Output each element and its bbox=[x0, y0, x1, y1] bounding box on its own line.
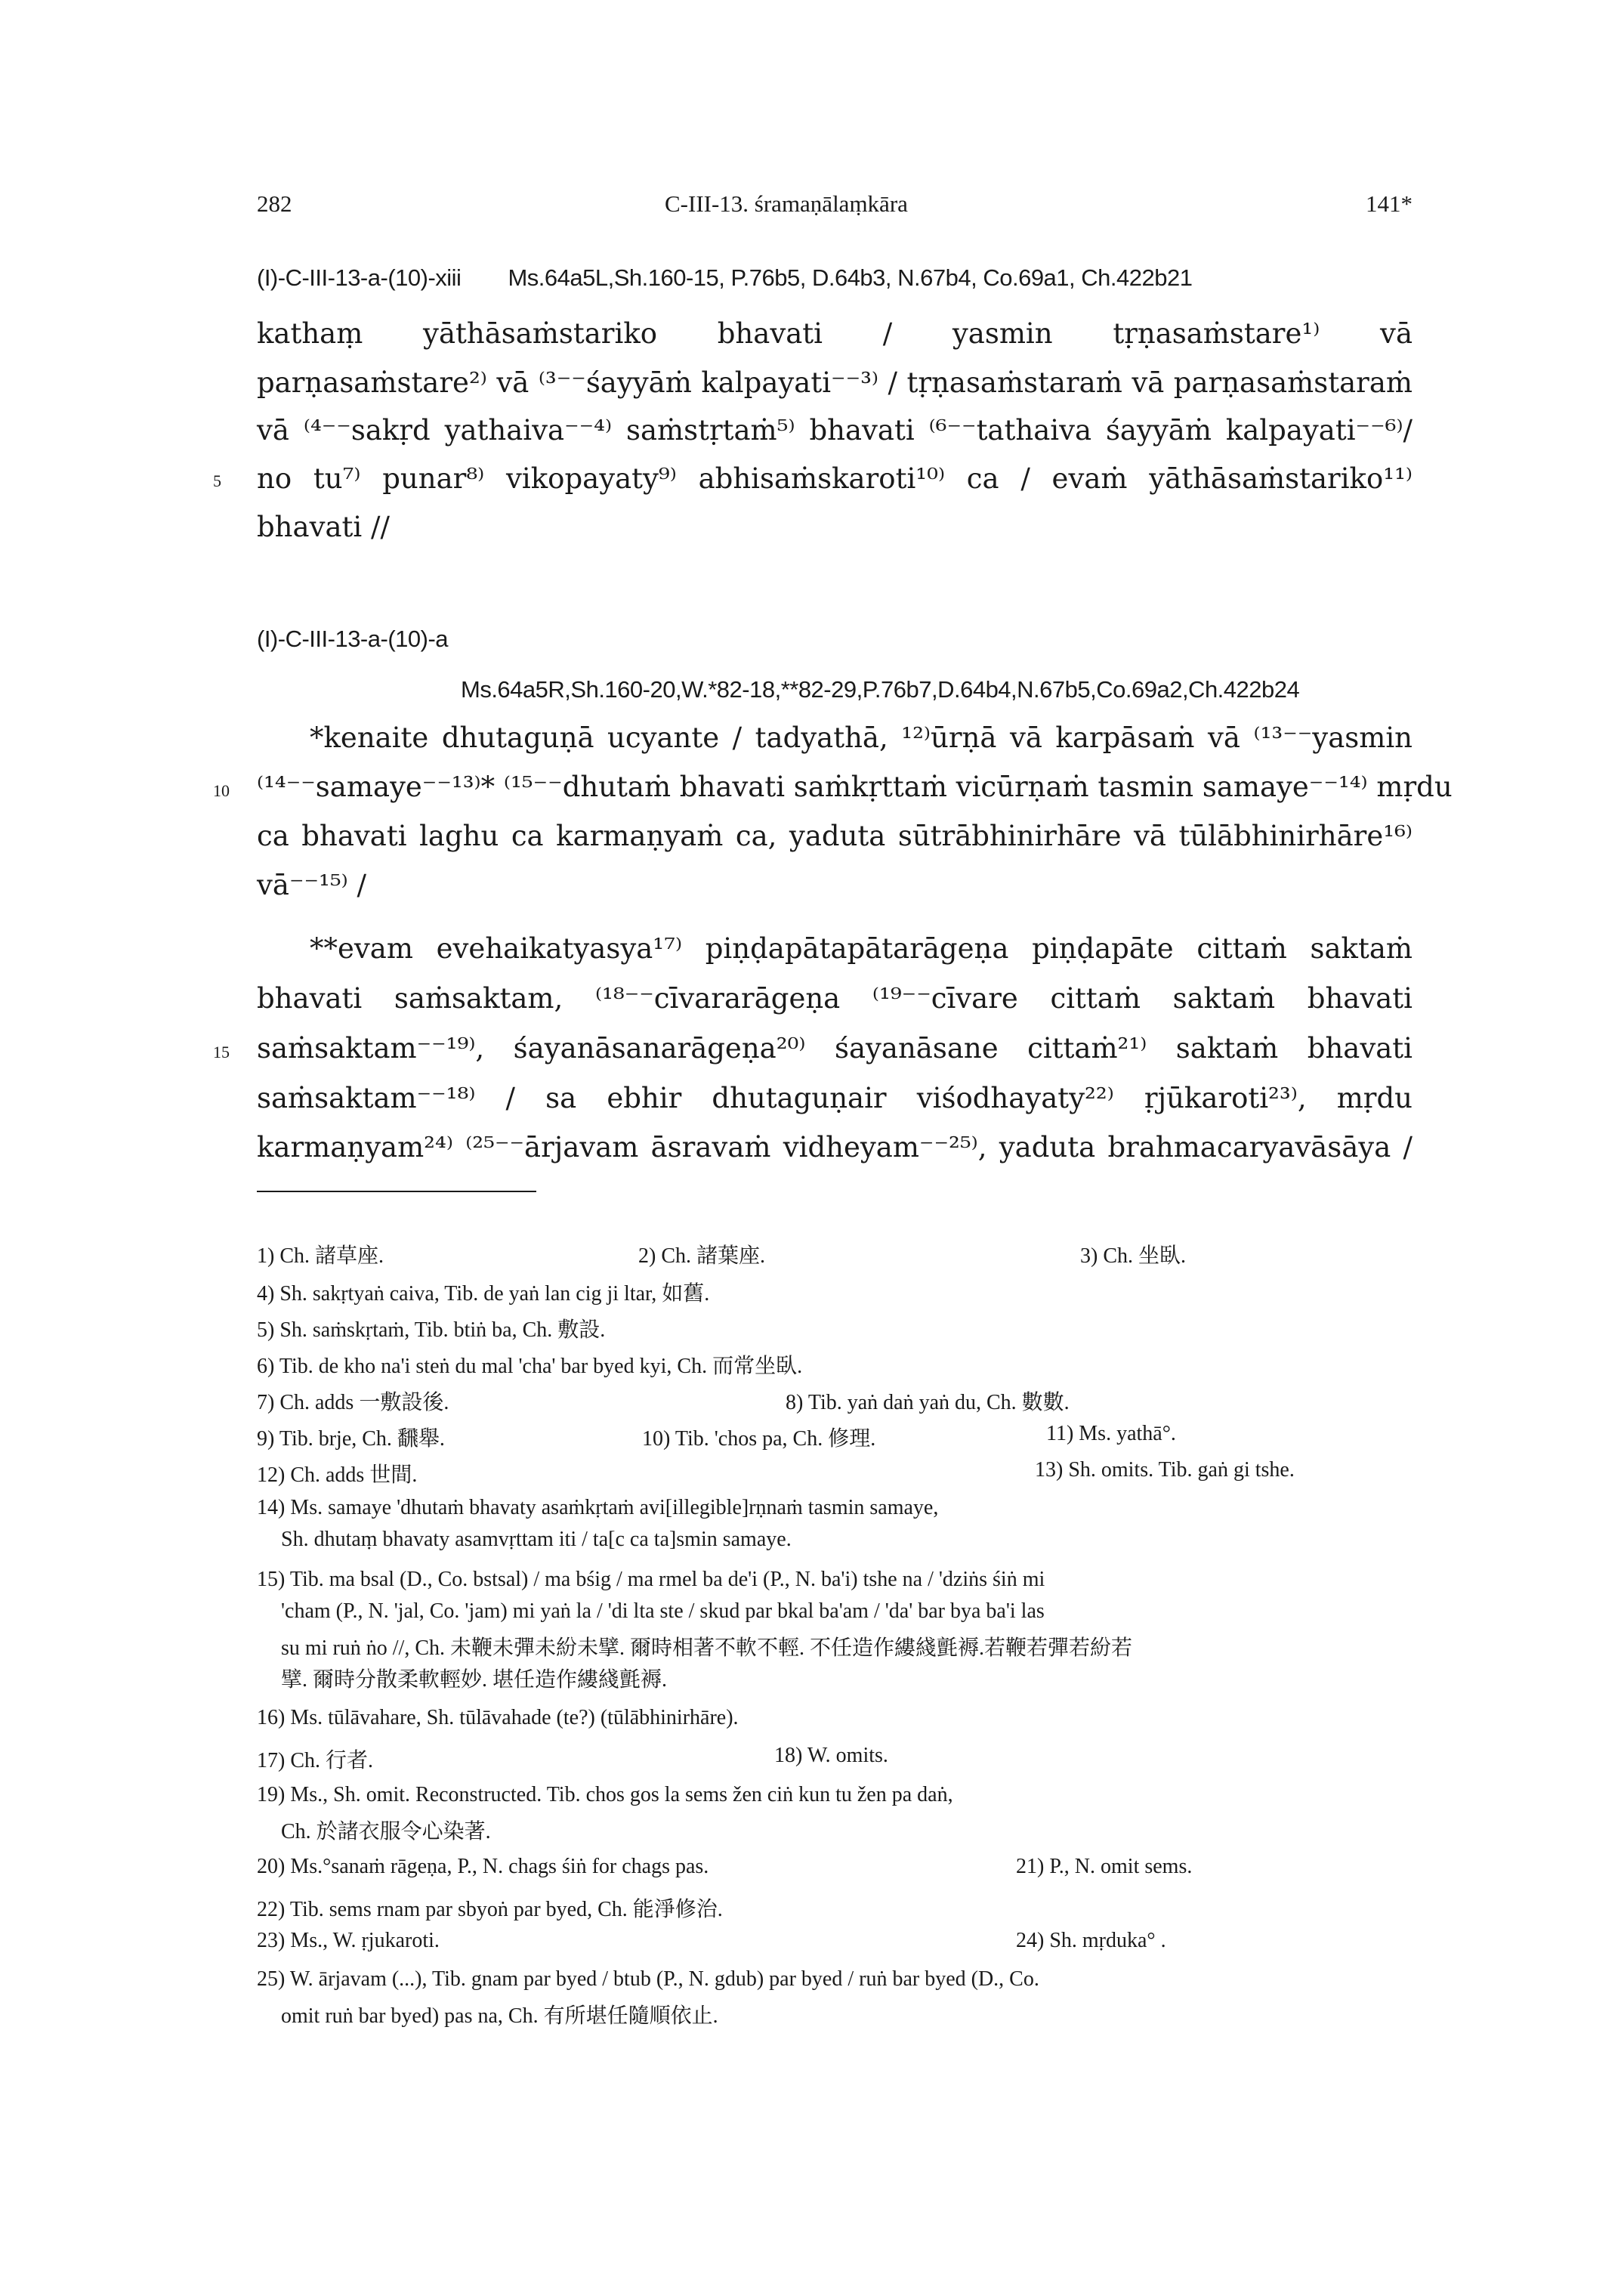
footnote: 10) Tib. 'chos pa, Ch. 修理. bbox=[642, 1427, 876, 1451]
footnote: 8) Tib. yaṅ daṅ yaṅ du, Ch. 數數. bbox=[786, 1391, 1070, 1414]
text-line: karmaṇyam²⁴⁾ ⁽²⁵⁻⁻ārjavam āsravaṁ vidheyam⁻⁻²⁵⁾, yaduta brahmacaryavāsāya / bbox=[257, 1131, 1413, 1163]
page-number: 282 bbox=[257, 190, 292, 217]
footnote: 4) Sh. sakṛtyaṅ caiva, Tib. de yaṅ lan cig ji ltar, 如舊. bbox=[257, 1282, 710, 1306]
footnote: 12) Ch. adds 世間. bbox=[257, 1463, 418, 1487]
running-header bbox=[257, 190, 1413, 228]
footnote: 21) P., N. omit sems. bbox=[1016, 1855, 1193, 1878]
footnote: 2) Ch. 諸葉座. bbox=[638, 1244, 766, 1268]
text-line: parṇasaṁstare²⁾ vā ⁽³⁻⁻śayyāṁ kalpayati⁻⁻³⁾ / tṛṇasaṁstaraṁ vā parṇasaṁstaraṁ bbox=[257, 366, 1413, 399]
text-line: bhavati // bbox=[257, 511, 390, 543]
footnote: 24) Sh. mṛduka° . bbox=[1016, 1929, 1166, 1952]
footnote-continuation: 擘. 爾時分散柔軟輕妙. 堪任造作縷綫氈褥. bbox=[281, 1668, 668, 1692]
footnote: 20) Ms.°sanaṁ rāgeṇa, P., N. chags śiṅ for chags pas. bbox=[257, 1855, 709, 1878]
footnote: 14) Ms. samaye 'dhutaṁ bhavaty asaṁkṛtaṁ avi[illegible]rṇnaṁ tasmin samaye, bbox=[257, 1496, 939, 1519]
footnote-continuation: omit ruṅ bar byed) pas na, Ch. 有所堪任隨順依止. bbox=[281, 2004, 718, 2028]
footnote: 17) Ch. 行者. bbox=[257, 1749, 374, 1772]
footnote: 1) Ch. 諸草座. bbox=[257, 1244, 384, 1268]
text-line: saṁsaktam⁻⁻¹⁹⁾, śayanāsanarāgeṇa²⁰⁾ śayanāsane cittaṁ²¹⁾ saktaṁ bhavati bbox=[257, 1032, 1413, 1065]
text-line: no tu⁷⁾ punar⁸⁾ vikopayaty⁹⁾ abhisaṁskaroti¹⁰⁾ ca / evaṁ yāthāsaṁstariko¹¹⁾ bbox=[257, 462, 1413, 495]
footnote-continuation: 'cham (P., N. 'jal, Co. 'jam) mi yaṅ la / 'di lta ste / skud par bkal ba'am / 'da' bar bya ba'i las bbox=[281, 1599, 1045, 1623]
section-id: (I)-C-III-13-a-(10)-a bbox=[257, 626, 449, 652]
footnote-continuation: Sh. dhutaṃ bhavaty asamvṛttam iti / ta[c ca ta]smin samaye. bbox=[281, 1528, 792, 1551]
text-line: vā ⁽⁴⁻⁻sakṛd yathaiva⁻⁻⁴⁾ saṁstṛtaṁ⁵⁾ bhavati ⁽⁶⁻⁻tathaiva śayyāṁ kalpayati⁻⁻⁶⁾/ bbox=[257, 414, 1413, 447]
line-number: 5 bbox=[213, 471, 221, 490]
footnote-divider bbox=[257, 1191, 536, 1192]
footnote-continuation: Ch. 於諸衣服令心染著. bbox=[281, 1820, 491, 1843]
running-title: C-III-13. śramaṇālaṃkāra bbox=[665, 190, 908, 217]
footnote: 7) Ch. adds 一敷設後. bbox=[257, 1391, 449, 1414]
footnote: 3) Ch. 坐臥. bbox=[1080, 1244, 1187, 1268]
footnote: 5) Sh. saṁskṛtaṁ, Tib. btiṅ ba, Ch. 敷設. bbox=[257, 1318, 606, 1342]
text-line: saṁsaktam⁻⁻¹⁸⁾ / sa ebhir dhutaguṇair viśodhayaty²²⁾ ṛjūkaroti²³⁾, mṛdu bbox=[257, 1082, 1413, 1114]
section-references: Ms.64a5R,Sh.160-20,W.*82-18,**82-29,P.76b7,D.64b4,N.67b5,Co.69a2,Ch.422b24 bbox=[461, 676, 1300, 703]
footnote: 11) Ms. yathā°. bbox=[1046, 1422, 1176, 1445]
footnote-continuation: su mi ruṅ ṅo //, Ch. 未鞭未彈未紛未擘. 爾時相著不軟不輕. 不任造作縷綫氈褥.若鞭若彈若紛若 bbox=[281, 1636, 1133, 1660]
footnote: 9) Tib. brje, Ch. 飜舉. bbox=[257, 1427, 445, 1451]
section-references: Ms.64a5L,Sh.160-15, P.76b5, D.64b3, N.67b4, Co.69a1, Ch.422b21 bbox=[508, 264, 1193, 291]
footnote: 25) W. ārjavam (...), Tib. gnam par byed / btub (P., N. gdub) par byed / ruṅ bar byed (D., Co. bbox=[257, 1967, 1039, 1991]
folio-number: 141* bbox=[1366, 190, 1413, 217]
footnote: 22) Tib. sems rnam par sbyoṅ par byed, Ch. 能淨修治. bbox=[257, 1898, 723, 1921]
text-line: vā⁻⁻¹⁵⁾ / bbox=[257, 869, 367, 901]
text-line: kathaṃ yāthāsaṁstariko bhavati / yasmin tṛṇasaṁstare¹⁾ vā bbox=[257, 317, 1413, 350]
footnote: 15) Tib. ma bsal (D., Co. bstsal) / ma bśig / ma rmel ba de'i (P., N. ba'i) tshe na / 'dziṅs śiṅ mi bbox=[257, 1568, 1045, 1591]
text-line: *kenaite dhutaguṇā ucyante / tadyathā, ¹²⁾ūrṇā vā karpāsaṁ vā ⁽¹³⁻⁻yasmin bbox=[310, 722, 1413, 754]
footnote: 13) Sh. omits. Tib. gaṅ gi tshe. bbox=[1035, 1458, 1295, 1482]
line-number: 10 bbox=[213, 781, 230, 800]
footnote: 6) Tib. de kho na'i steṅ du mal 'cha' bar byed kyi, Ch. 而常坐臥. bbox=[257, 1355, 803, 1378]
section-heading-xiii bbox=[257, 264, 1192, 292]
section-heading-a bbox=[257, 626, 448, 653]
line-number: 15 bbox=[213, 1043, 230, 1061]
text-line: ⁽¹⁴⁻⁻samaye⁻⁻¹³⁾* ⁽¹⁵⁻⁻dhutaṁ bhavati saṁkṛttaṁ vicūrṇaṁ tasmin samaye⁻⁻¹⁴⁾ mṛdu bbox=[257, 771, 1453, 803]
section-id: (I)-C-III-13-a-(10)-xiii bbox=[257, 264, 462, 291]
footnote: 16) Ms. tūlāvahare, Sh. tūlāvahade (te?) (tūlābhinirhāre). bbox=[257, 1706, 739, 1729]
text-line: bhavati saṁsaktam, ⁽¹⁸⁻⁻cīvararāgeṇa ⁽¹⁹⁻⁻cīvare cittaṁ saktaṁ bhavati bbox=[257, 982, 1413, 1015]
footnote: 23) Ms., W. ṛjukaroti. bbox=[257, 1929, 440, 1952]
footnote: 19) Ms., Sh. omit. Reconstructed. Tib. chos gos la sems žen ciṅ kun tu žen pa daṅ, bbox=[257, 1783, 953, 1806]
text-line: **evam evehaikatyasya¹⁷⁾ piṇḍapātapātarāgeṇa piṇḍapāte cittaṁ saktaṁ bbox=[310, 932, 1413, 965]
text-line: ca bhavati laghu ca karmaṇyaṁ ca, yaduta sūtrābhinirhāre vā tūlābhinirhāre¹⁶⁾ bbox=[257, 820, 1413, 852]
footnote: 18) W. omits. bbox=[774, 1744, 888, 1767]
